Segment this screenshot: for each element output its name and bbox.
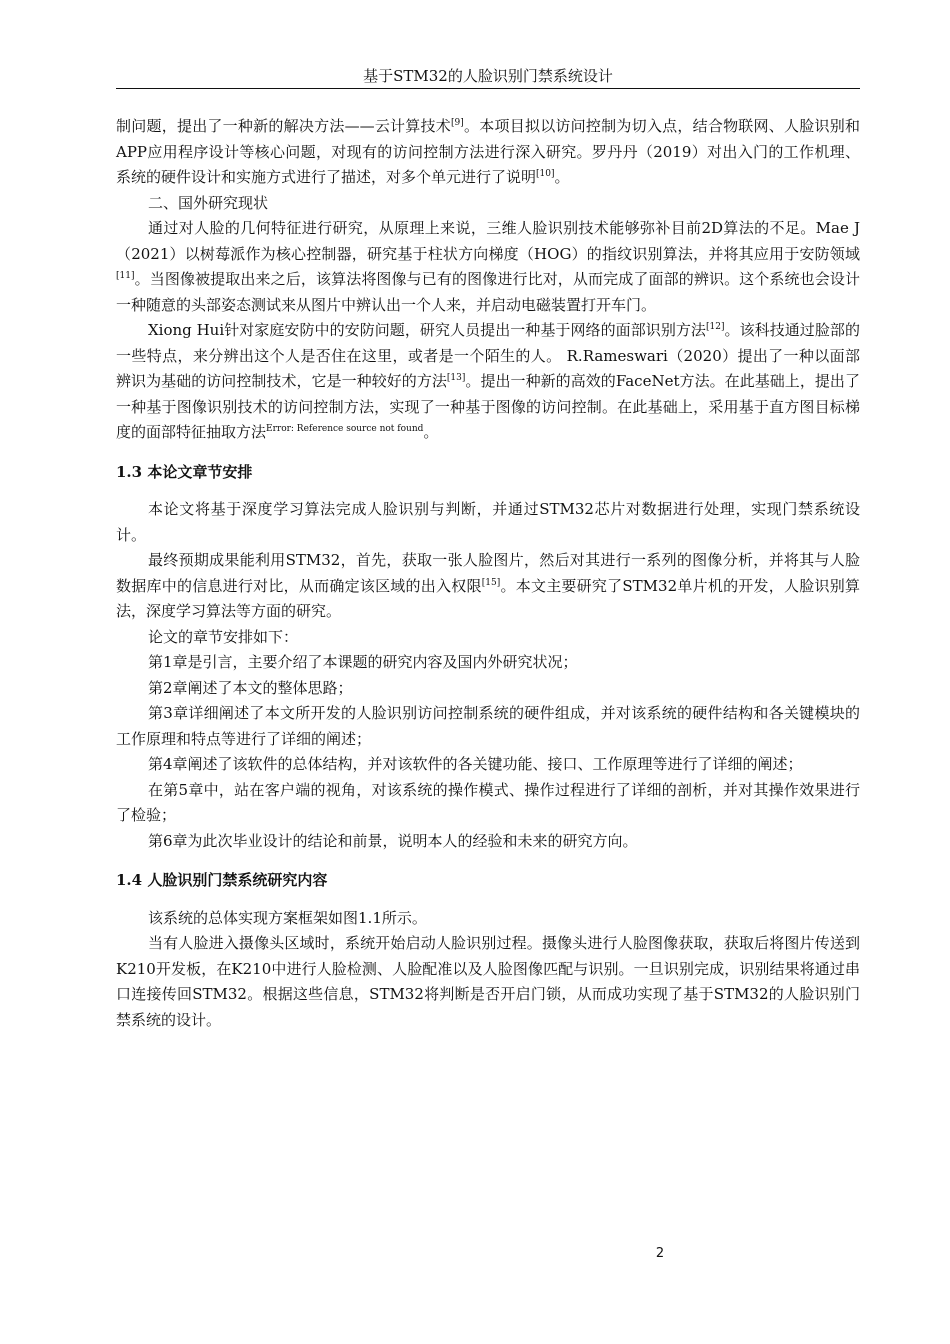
list-item: 在第5章中，站在客户端的视角，对该系统的操作模式、操作过程进行了详细的剖析，并对其操作效果进行了检验； (116, 780, 860, 824)
subsection-heading: 二、国外研究现状 (148, 193, 269, 212)
list-item: 第6章为此次毕业设计的结论和前景，说明本人的经验和未来的研究方向。 (148, 831, 638, 850)
paragraph: 制问题，提出了一种新的解决方法——云计算技术[9]。本项目拟以访问控制为切入点，结合物联网、人脸识别和APP应用程序设计等核心问题，对现有的访问控制方法进行深入研究。罗丹丹（2019）对出入门的工作机理、系统的硬件设计和实施方式进行了描述，对多个单元进行了说明[10]。 (116, 117, 860, 186)
list-item: 第1章是引言，主要介绍了本课题的研究内容及国内外研究状况； (148, 653, 578, 671)
page-number: 2 (655, 1246, 665, 1261)
header-divider (116, 88, 860, 89)
running-header: 基于STM32的人脸识别门禁系统设计 (363, 67, 613, 85)
paragraph: 当有人脸进入摄像头区域时，系统开始启动人脸识别过程。摄像头进行人脸图像获取，获取后将图片传送到K210开发板，在K210中进行人脸检测、人脸配准以及人脸图像匹配与识别。一旦识别完成，识别结果将通过串口连接传回STM32。根据这些信息，STM32将判断是否开启门锁，从而成功实现了基于STM32的人脸识别门禁系统的设计。 (116, 934, 860, 1029)
paragraph: 通过对人脸的几何特征进行研究，从原理上来说，三维人脸识别技术能够弥补目前2D算法的不足。Mae J（2021）以树莓派作为核心控制器，研究基于柱状方向梯度（HOG）的指纹识别算法，并将其应用于安防领域[11]。当图像被提取出来之后，该算法将图像与已有的图像进行比对，从而完成了面部的辨识。这个系统也会设计一种随意的头部姿态测试来从图片中辨认出一个人来，并启动电磁装置打开车门。 (116, 219, 860, 314)
paragraph: 论文的章节安排如下： (148, 627, 299, 646)
list-item: 第3章详细阐述了本文所开发的人脸识别访问控制系统的硬件组成，并对该系统的硬件结构和各关键模块的工作原理和特点等进行了详细的阐述； (116, 704, 860, 748)
list-item: 第4章阐述了该软件的总体结构，并对该软件的各关键功能、接口、工作原理等进行了详细的阐述； (148, 755, 803, 773)
paragraph: 本论文将基于深度学习算法完成人脸识别与判断，并通过STM32芯片对数据进行处理，实现门禁系统设计。 (116, 500, 860, 544)
section-heading: 1.4 人脸识别门禁系统研究内容 (116, 871, 328, 889)
paragraph: Xiong Hui针对家庭安防中的安防问题，研究人员提出一种基于网络的面部识别方法[12]。该科技通过脸部的一些特点，来分辨出这个人是否住在这里，或者是一个陌生的人。 R.Rameswari（2020）提出了一种以面部辨识为基础的访问控制技术，它是一种较好的方法[13]。提出一种新的高效的FaceNet方法。在此基础上，提出了一种基于图像识别技术的访问控制方法，实现了一种基于图像的访问控制。在此基础上，采用基于直方图目标梯度的面部特征抽取方法$^{Error: Reference source not found}$。 (116, 321, 860, 441)
list-item: 第2章阐述了本文的整体思路； (148, 678, 353, 697)
paragraph: 该系统的总体实现方案框架如图1.1所示。 (148, 908, 427, 927)
section-heading: 1.3 本论文章节安排 (116, 462, 253, 481)
paragraph: 最终预期成果能利用STM32，首先，获取一张人脸图片，然后对其进行一系列的图像分析，并将其与人脸数据库中的信息进行对比，从而确定该区域的出入权限[15]。本文主要研究了STM32单片机的开发，人脸识别算法，深度学习算法等方面的研究。 (116, 551, 860, 620)
document-body (116, 114, 860, 1033)
